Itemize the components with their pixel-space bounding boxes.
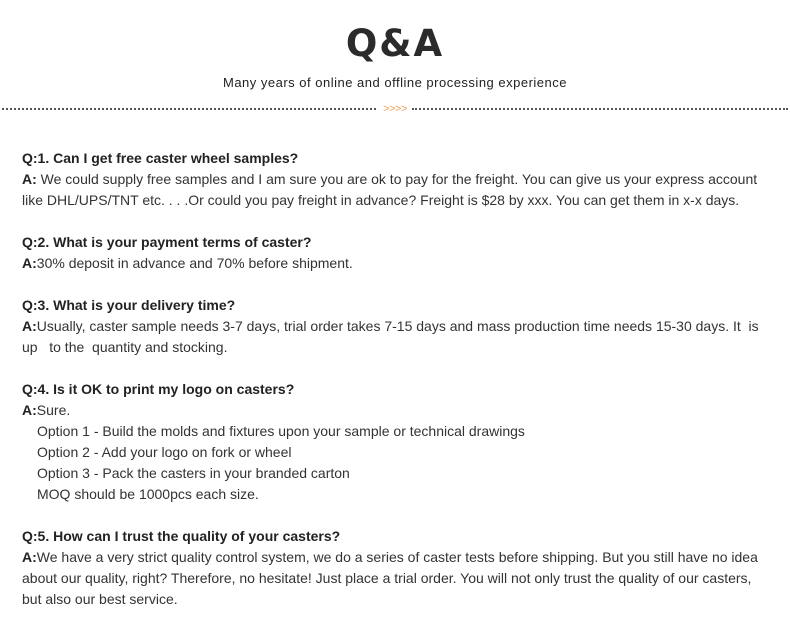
divider-dotted-line-right <box>412 108 788 110</box>
page-subtitle: Many years of online and offline processing experience <box>222 75 567 90</box>
answer-prefix: A: <box>22 402 37 418</box>
divider-arrows: >>>> <box>383 103 407 115</box>
page-title: Q&A <box>345 22 445 65</box>
section-divider <box>0 101 790 117</box>
answer <box>22 253 767 274</box>
qa-item-5 <box>22 526 767 610</box>
answer-text: Usually, caster sample needs 3-7 days, trial order takes 7-15 days and mass production time needs 15-30 days. It is up to the quantity and stocking. <box>22 318 763 355</box>
answer-prefix: A: <box>22 549 37 565</box>
qa-item-4 <box>22 379 767 505</box>
answer-prefix: A: <box>22 255 37 271</box>
qa-item-1 <box>22 148 767 211</box>
option-line: Option 3 - Pack the casters in your branded carton <box>37 465 350 481</box>
qa-item-3 <box>22 295 767 358</box>
qa-item-2 <box>22 232 767 274</box>
option-line: Option 1 - Build the molds and fixtures upon your sample or technical drawings <box>37 423 525 439</box>
answer-text: We have a very strict quality control system, we do a series of caster tests before shipping. But you still have no idea about our quality, right? Therefore, no hesitate! Just place a trial order. You will not only trust the quality of our casters, but also our best service. <box>22 549 758 607</box>
answer-prefix: A: <box>22 318 37 334</box>
answer-text: Sure. <box>36 402 71 418</box>
answer <box>22 316 767 358</box>
question: Q:5. How can I trust the quality of your casters? <box>22 528 341 544</box>
question: Q:3. What is your delivery time? <box>22 297 236 313</box>
moq-line: MOQ should be 1000pcs each size. <box>37 486 259 502</box>
question: Q:2. What is your payment terms of caster? <box>22 234 312 250</box>
answer <box>22 400 767 421</box>
question: Q:1. Can I get free caster wheel samples? <box>22 150 299 166</box>
divider-dotted-line-left <box>2 108 376 110</box>
question: Q:4. Is it OK to print my logo on casters? <box>22 381 295 397</box>
qa-list <box>22 148 767 631</box>
answer <box>22 547 767 610</box>
answer <box>22 169 767 211</box>
option-line: Option 2 - Add your logo on fork or wheel <box>37 444 292 460</box>
answer-text: We could supply free samples and I am sure you are ok to pay for the freight. You can give us your express account like DHL/UPS/TNT etc. . . .Or could you pay freight in advance? Freight is $28 by xxx. You can get them in x-x days. <box>22 171 758 208</box>
answer-text: 30% deposit in advance and 70% before shipment. <box>36 255 353 271</box>
answer-prefix: A: <box>22 171 37 187</box>
